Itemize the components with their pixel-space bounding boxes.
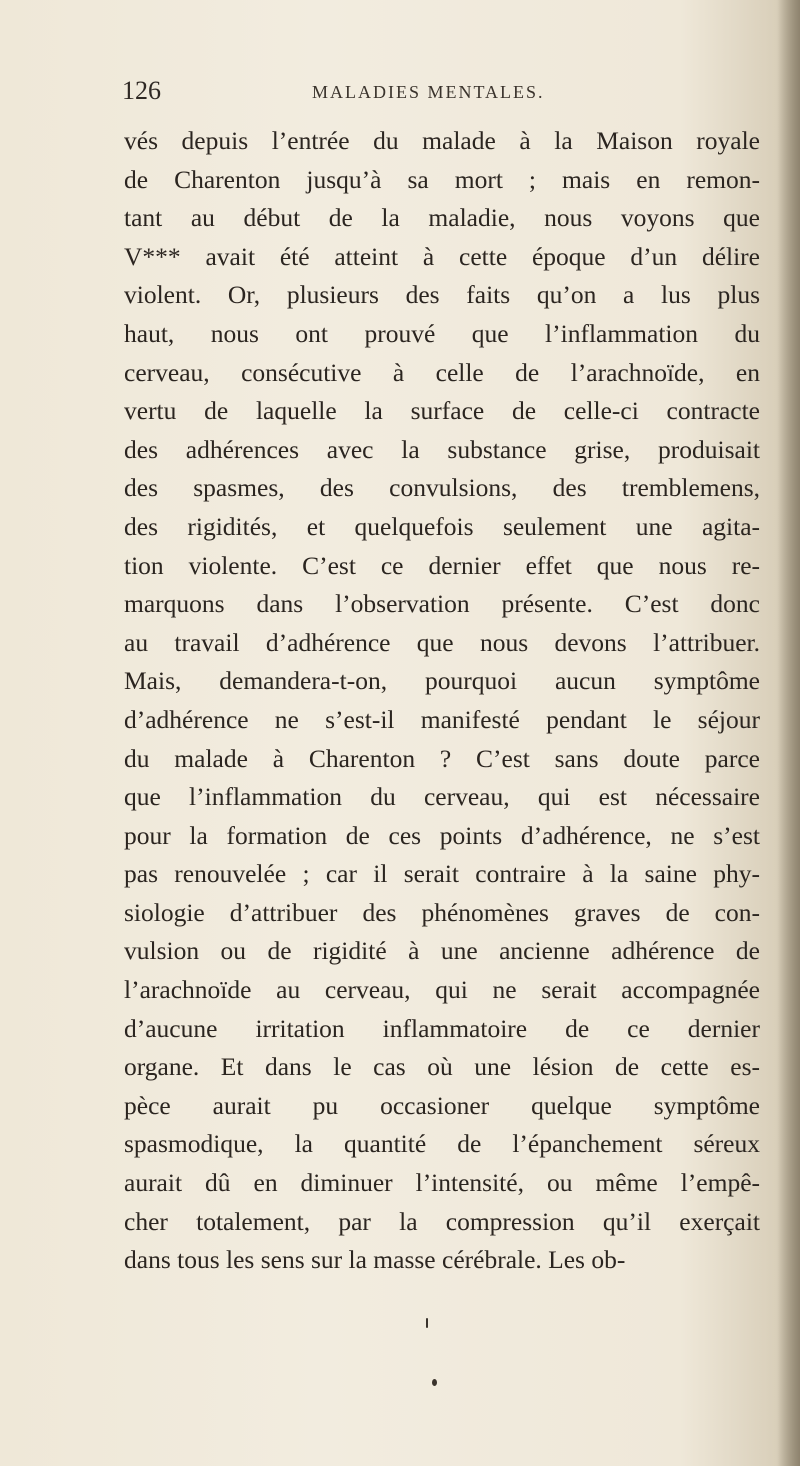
text-line: aurait dû en diminuer l’intensité, ou même l’empê- bbox=[124, 1168, 760, 1198]
text-line: pour la formation de ces points d’adhérence, ne s’est bbox=[124, 820, 760, 850]
text-line: organe. Et dans le cas où une lésion de cette es- bbox=[124, 1052, 760, 1082]
text-line: marquons dans l’observation présente. C’est donc bbox=[124, 589, 760, 619]
text-line: spasmodique, la quantité de l’épanchement séreux bbox=[124, 1129, 760, 1159]
text-line: tion violente. C’est ce dernier effet que nous re- bbox=[124, 550, 760, 580]
print-speck bbox=[426, 1318, 428, 1328]
text-line: des rigidités, et quelquefois seulement une agita- bbox=[124, 511, 760, 541]
page-header bbox=[122, 76, 722, 112]
body-text bbox=[124, 122, 760, 1280]
text-line: de Charenton jusqu’à sa mort ; mais en remon- bbox=[124, 164, 760, 194]
text-line: tant au début de la maladie, nous voyons que bbox=[124, 203, 760, 233]
page-edge-shadow bbox=[778, 0, 800, 1466]
running-head: MALADIES MENTALES. bbox=[312, 82, 545, 102]
text-line: vertu de laquelle la surface de celle-ci contracte bbox=[124, 396, 760, 426]
text-line: pèce aurait pu occasioner quelque symptôme bbox=[124, 1090, 760, 1120]
text-line: vulsion ou de rigidité à une ancienne adhérence de bbox=[124, 936, 760, 966]
text-line: haut, nous ont prouvé que l’inflammation du bbox=[124, 318, 760, 348]
text-line: des spasmes, des convulsions, des tremblemens, bbox=[124, 473, 760, 503]
text-line: V*** avait été atteint à cette époque d’un délire bbox=[124, 241, 760, 271]
print-speck bbox=[432, 1379, 437, 1386]
text-line: violent. Or, plusieurs des faits qu’on a lus plus bbox=[124, 280, 760, 310]
text-line: d’aucune irritation inflammatoire de ce dernier bbox=[124, 1013, 760, 1043]
text-line: l’arachnoïde au cerveau, qui ne serait accompagnée bbox=[124, 975, 760, 1005]
text-line: du malade à Charenton ? C’est sans doute parce bbox=[124, 743, 760, 773]
text-line: que l’inflammation du cerveau, qui est nécessaire bbox=[124, 782, 760, 812]
text-line: siologie d’attribuer des phénomènes graves de con- bbox=[124, 897, 760, 927]
text-line: cerveau, consécutive à celle de l’arachnoïde, en bbox=[124, 357, 760, 387]
text-line: au travail d’adhérence que nous devons l’attribuer. bbox=[124, 627, 760, 657]
text-line: dans tous les sens sur la masse cérébrale. Les ob- bbox=[124, 1245, 626, 1275]
text-line: vés depuis l’entrée du malade à la Maison royale bbox=[124, 126, 760, 155]
page-number: 126 bbox=[122, 76, 161, 105]
text-line: cher totalement, par la compression qu’il exerçait bbox=[124, 1206, 760, 1236]
text-line: pas renouvelée ; car il serait contraire à la saine phy- bbox=[124, 859, 760, 889]
text-line: Mais, demandera-t-on, pourquoi aucun symptôme bbox=[124, 666, 760, 696]
text-line: des adhérences avec la substance grise, produisait bbox=[124, 434, 760, 464]
text-line: d’adhérence ne s’est-il manifesté pendant le séjour bbox=[124, 704, 760, 734]
